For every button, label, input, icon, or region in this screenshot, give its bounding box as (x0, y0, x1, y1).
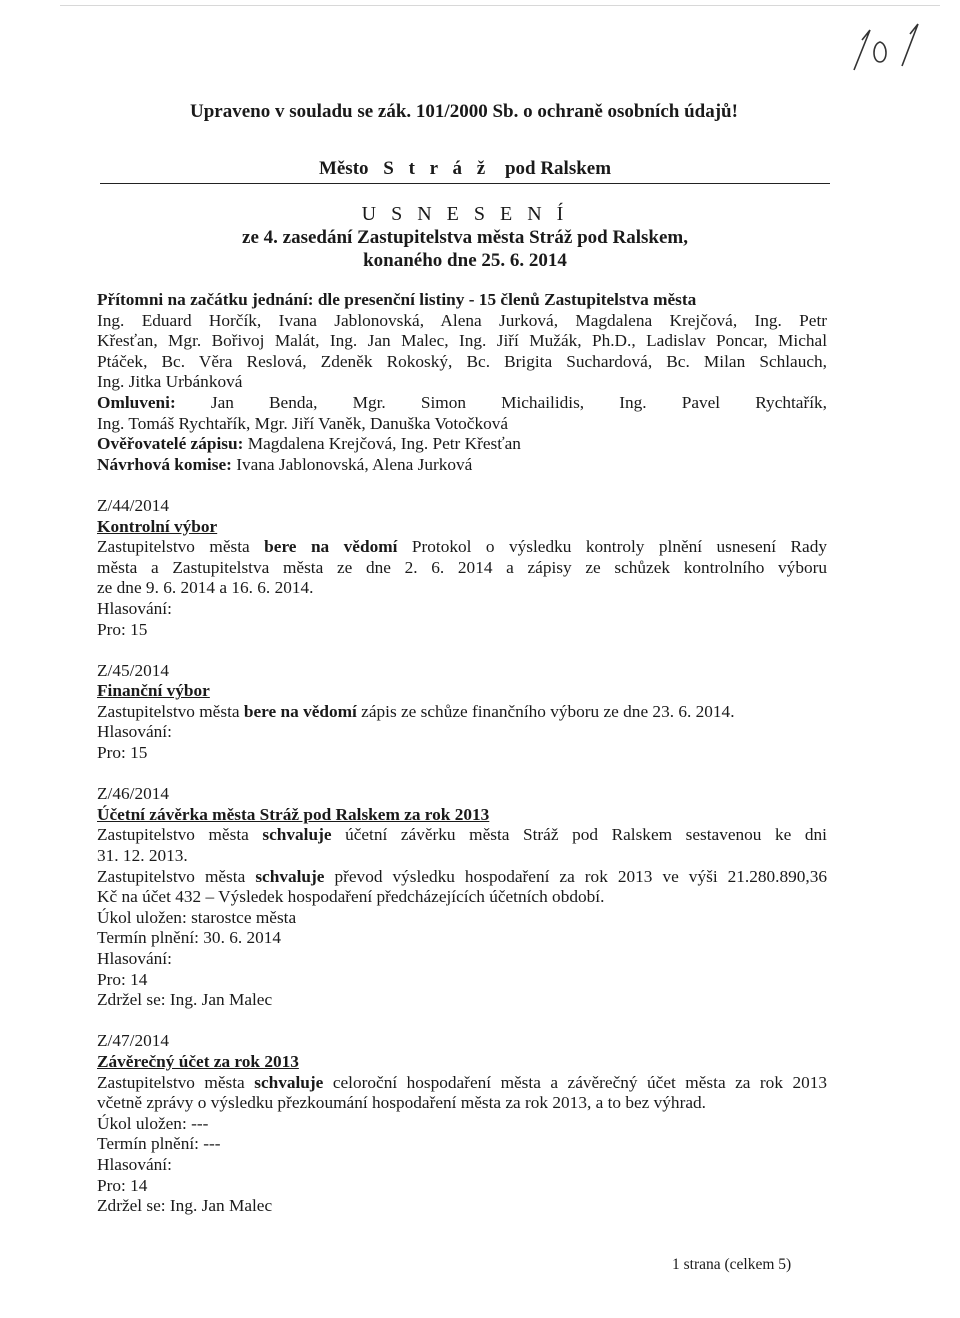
resolution-text: ze dne 9. 6. 2014 a 16. 6. 2014. (97, 578, 314, 598)
deadline-line: Termín plnění: 30. 6. 2014 (97, 928, 282, 948)
city-suffix: pod Ralskem (504, 158, 612, 179)
resolution-heading: Účetní závěrka města Stráž pod Ralskem za rok 2013 (97, 804, 490, 824)
present-line: Ptáček, Bc. Věra Reslová, Zdeněk Rokoský, Bc. Brigita Suchardová, Bc. Milan Schlauch, (97, 351, 827, 371)
excused-line (97, 393, 827, 414)
text-part: zápis ze schůze finančního výboru ze dne 23. 6. 2014. (361, 701, 735, 721)
resolution-text (97, 825, 827, 846)
resolution-text (97, 702, 827, 723)
resolution-verb: bere na vědomí (243, 701, 357, 721)
resolution-number: Z/47/2014 (97, 1031, 170, 1051)
votes-for: Pro: 14 (97, 969, 148, 989)
resolution-title (100, 203, 830, 272)
committee-names: Ivana Jablonovská, Alena Jurková (236, 454, 473, 474)
committee-line (97, 455, 827, 476)
city-header (100, 158, 830, 184)
present-line: Ing. Jitka Urbánková (97, 372, 243, 392)
resolution-heading: Závěrečný účet za rok 2013 (97, 1051, 299, 1071)
text-part: Protokol o výsledku kontroly plnění usnesení Rady (411, 537, 827, 557)
resolution-text (97, 537, 827, 558)
task-line: Úkol uložen: --- (97, 1113, 209, 1133)
excused-line-2: Ing. Tomáš Rychtařík, Mgr. Jiří Vaněk, Danuška Votočková (97, 413, 509, 433)
voting-label: Hlasování: (97, 722, 172, 742)
votes-for: Pro: 14 (97, 1175, 148, 1195)
present-line: Ing. Eduard Horčík, Ivana Jablonovská, Alena Jurková, Magdalena Krejčová, Ing. Petr (97, 310, 827, 330)
attendance-intro: Přítomni na začátku jednání: dle presenční listiny - 15 členů Zastupitelstva města (97, 290, 697, 309)
excused-names: Jan Benda, Mgr. Simon Michailidis, Ing. Pavel Rychtařík, (210, 392, 827, 412)
resolution-verb: bere na vědomí (264, 537, 398, 557)
resolution-verb: schvaluje (255, 866, 325, 886)
verifiers-label: Ověřovatelé zápisu: (97, 434, 244, 454)
handwritten-page-number (840, 18, 930, 78)
voting-label: Hlasování: (97, 949, 172, 968)
votes-for: Pro: 15 (97, 743, 148, 763)
resolution-text: 31. 12. 2013. (97, 846, 188, 866)
text-part: Zastupitelstvo města (97, 866, 246, 886)
privacy-notice: Upraveno v souladu se zák. 101/2000 Sb. o ochraně osobních údajů! (190, 101, 738, 122)
resolution-heading: Kontrolní výbor (97, 516, 218, 536)
resolution-text (97, 867, 827, 888)
present-line: Křesťan, Mgr. Bořivoj Malát, Ing. Jan Malec, Ing. Jiří Mužák, Ph.D., Ladislav Poncar, Michal (97, 331, 827, 351)
resolution-heading: Finanční výbor (97, 681, 210, 701)
session-line: ze 4. zasedání Zastupitelstva města Stráž pod Ralskem, (242, 227, 688, 248)
votes-for: Pro: 15 (97, 619, 148, 639)
scan-edge-line (60, 5, 940, 6)
resolution-number: Z/44/2014 (97, 495, 170, 515)
session-date: konaného dne 25. 6. 2014 (363, 250, 567, 271)
resolution-text: města a Zastupitelstva města ze dne 2. 6. 2014 a zápisy ze schůzek kontrolního výboru (97, 557, 827, 577)
page-footer: 1 strana (celkem 5) (672, 1256, 792, 1273)
committee-label: Návrhová komise: (97, 454, 232, 474)
text-part: Zastupitelstvo města (97, 537, 250, 557)
resolution-verb: schvaluje (254, 1072, 324, 1092)
deadline-line: Termín plnění: --- (97, 1134, 221, 1154)
city-prefix: Město (318, 158, 369, 179)
text-part: účetní závěrku města Stráž pod Ralskem sestavenou ke dni (345, 825, 827, 845)
resolution-text: Kč na účet 432 – Výsledek hospodaření předcházejících účetních období. (97, 887, 605, 907)
city-name: S t r á ž (383, 158, 491, 179)
resolution-verb: schvaluje (262, 825, 332, 845)
resolution-number: Z/45/2014 (97, 660, 170, 680)
abstain-line: Zdržel se: Ing. Jan Malec (97, 1196, 273, 1216)
document-title: U S N E S E N Í (361, 203, 569, 225)
resolution-text (97, 1073, 827, 1094)
text-part: Zastupitelstvo města (97, 701, 240, 721)
text-part: Zastupitelstvo města (97, 825, 249, 845)
text-part: celoroční hospodaření města a závěrečný účet města za rok 2013 (332, 1072, 828, 1092)
text-part: Zastupitelstvo města (97, 1072, 245, 1092)
resolution-number: Z/46/2014 (97, 784, 170, 804)
abstain-line: Zdržel se: Ing. Jan Malec (97, 990, 273, 1010)
resolution-text: včetně zprávy o výsledku přezkoumání hospodaření města za rok 2013, a to bez výhrad. (97, 1093, 706, 1113)
verifiers-names: Magdalena Krejčová, Ing. Petr Křesťan (247, 434, 521, 454)
verifiers-line (97, 434, 827, 455)
voting-label: Hlasování: (97, 598, 172, 618)
task-line: Úkol uložen: starostce města (97, 907, 297, 927)
text-part: převod výsledku hospodaření za rok 2013 ve výši 21.280.890,36 (334, 866, 828, 886)
excused-label: Omluveni: (97, 392, 176, 412)
document-body (97, 290, 827, 1217)
voting-label: Hlasování: (97, 1154, 172, 1174)
